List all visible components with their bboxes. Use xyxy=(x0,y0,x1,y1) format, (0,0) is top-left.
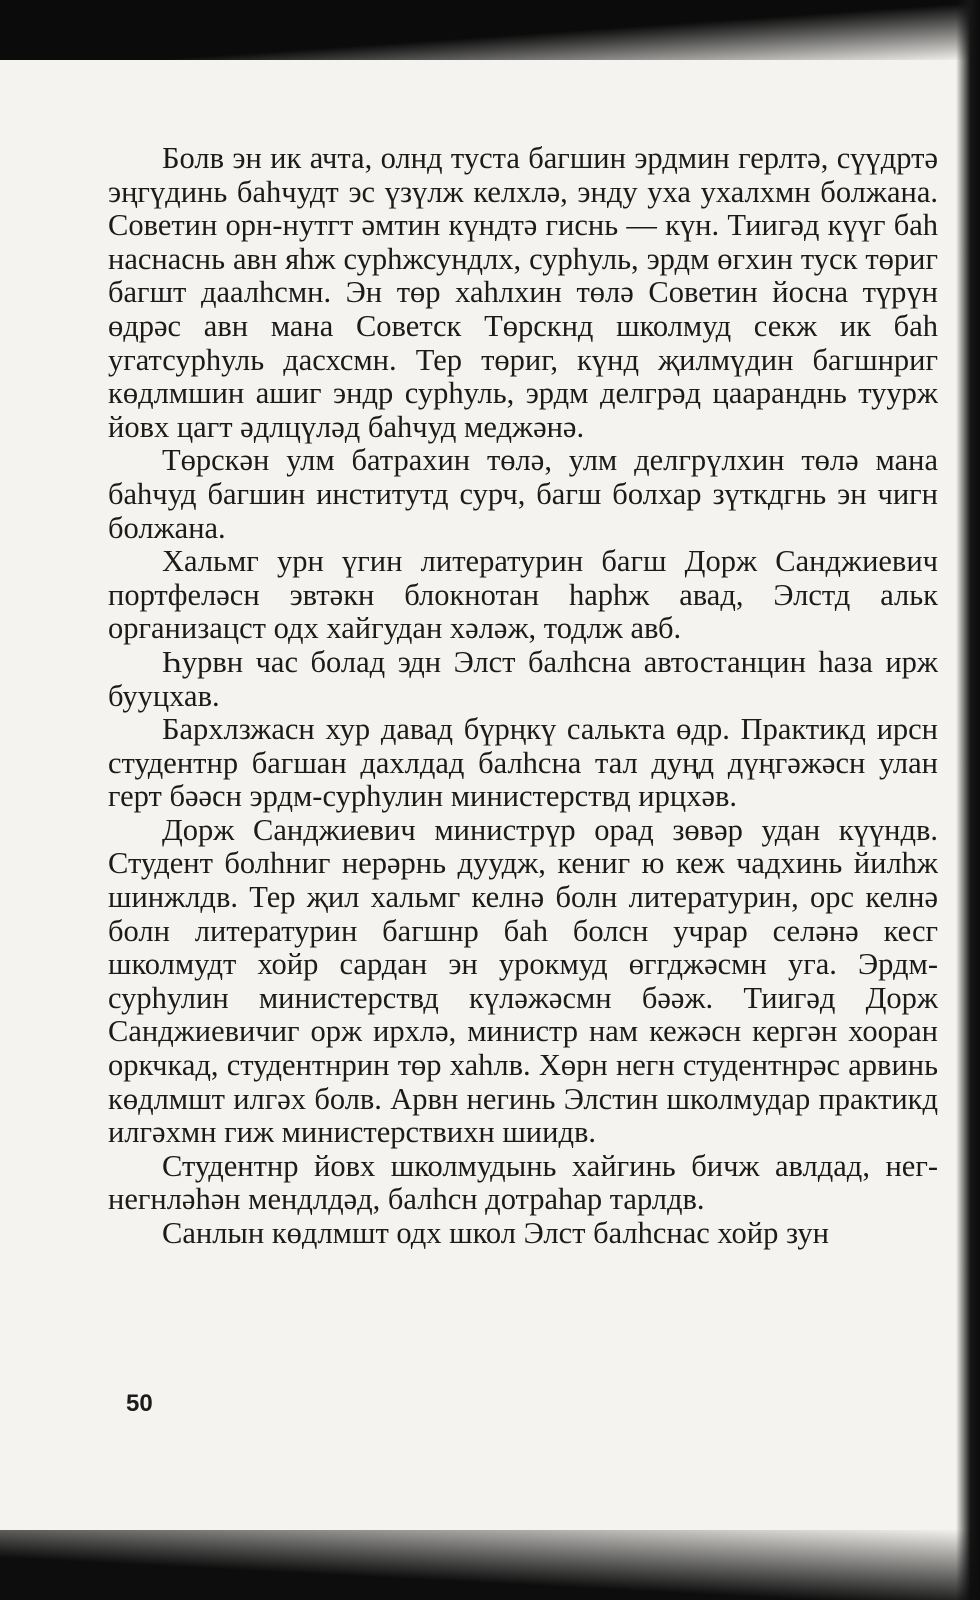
page-number: 50 xyxy=(126,1390,153,1417)
paragraph: Һурвн час болад эдн Элст балhсна автостанцин hаза ирж бууцхав. xyxy=(108,644,938,713)
scan-shadow-top xyxy=(0,0,980,60)
paragraph: Төрскән улм батрахин төлә, улм делгрүлхин төлә мана баhчуд багшин институтд сурч, багш болхар зүткдгнь эн чигн болжана. xyxy=(108,443,938,545)
paragraph: Бархлзжасн хур давад бүрңкү салькта өдр. Практикд ирсн студентнр багшан дахлдад балhсна тал дуңд дүңгәжәсн улан герт бәәсн эрдм-сурhулин министерствд ирцхәв. xyxy=(108,712,938,814)
paragraph: Санлын көдлмшт одх школ Элст балhснас хойр зун xyxy=(162,1216,829,1250)
paragraph: Дорж Санджиевич министрүр орад зөвәр удан күүндв. Студент болhниг нерәрнь дуудж, кениг ю кеж чадхинь йилhж шинжлдв. Тер җил хальмг келнә болн литературин, орс келнә болн литературин багшнр баh болсн учрар селәнә кесг школмудт хойр сардан эн урокмуд өггджәсмн уга. Эрдм-сурhулин министерствд күләжәсмн бәәж. Тиигәд Дорж Санджиевичиг орж ирхлә, министр нам кежәсн кергән хооран оркчкад, студентнрин төр хаhлв. Хөрн негн студентнрәс арвинь көдлмшт илгәх болв. Арвн негинь Элстин школмудар практикд илгәхмн гиж министерствихн шиидв. xyxy=(108,812,938,1150)
scan-shadow-right xyxy=(956,0,980,1600)
body-text xyxy=(108,142,938,1251)
paragraph: Студентнр йовх школмудынь хайгинь бичж авлдад, нег-негнләhән мендлдәд, балhсн дотраhар тарлдв. xyxy=(108,1148,938,1217)
paragraph: Болв эн ик ачта, олнд туста багшин эрдмин герлтә, сүүдртә эңгүдинь баhчудт эс үзүлж келхлә, энду уха ухалхмн болжана. Советин орн-нутгт әмтин күндтә гиснь — күн. Тиигәд күүг баh наснаснь авн яhж сурhжсундлх, сурhуль, эрдм өгхин туск төриг багшт даалhсмн. Эн төр хаhлхин төлә Советин йосна түрүн өдрәс авн мана Советск Төрскнд школмуд секж ик баh угатсурhуль дасхсмн. Тер төриг, күнд җилмүдин багшнриг көдлмшин ашиг эндр сурhуль, эрдм делгрәд цааранднь туурж йовх цагт әдлцүләд баhчуд меджәнә. xyxy=(108,141,938,444)
paragraph: Хальмг урн үгин литературин багш Дорж Санджиевич портфеләсн эвтәкн блокнотан hарhж авад, Элстд альк организацст одх хайгудан хәләж, тодлж авб. xyxy=(108,544,938,646)
scan-shadow-bottom xyxy=(0,1530,980,1600)
